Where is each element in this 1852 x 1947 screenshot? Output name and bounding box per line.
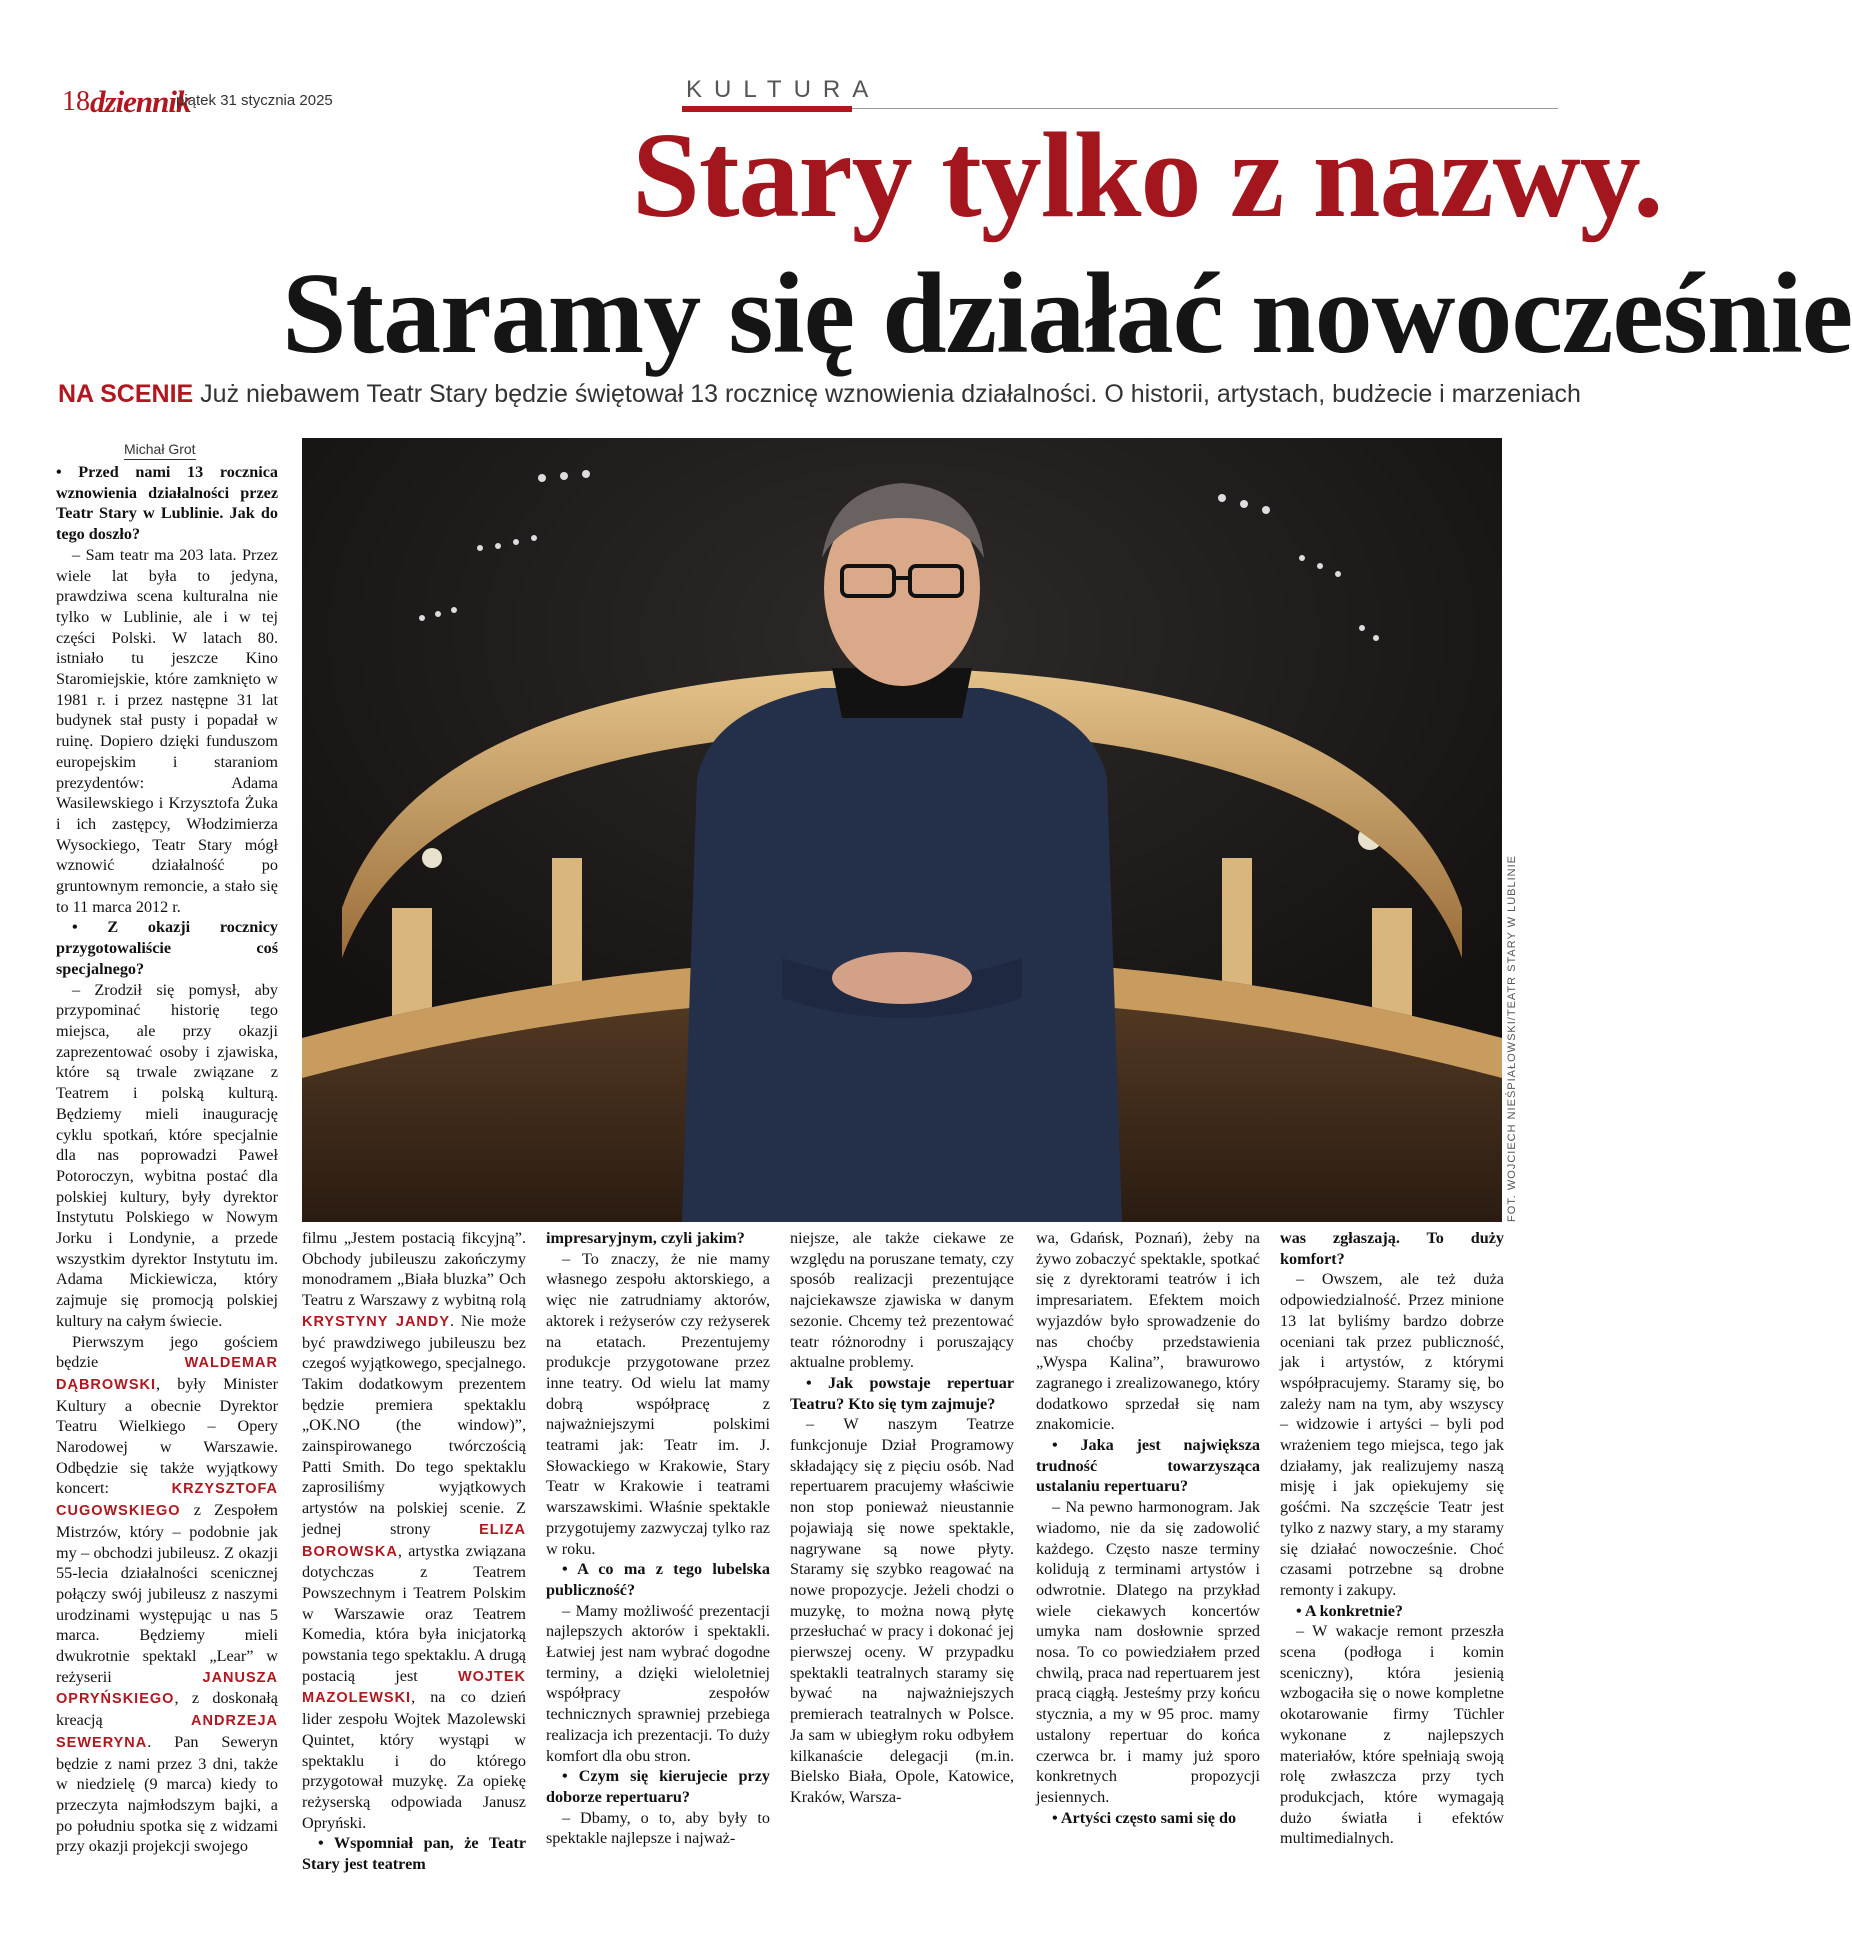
- question: • Przed nami 13 rocznica wznowienia działalności przez Teatr Stary w Lublinie. Jak do tego doszło?: [56, 463, 278, 544]
- answer: Pierwszym jego gościem będzie WALDEMAR DĄBROWSKI, były Minister Kultury a obecnie Dyrektor Teatru Wielkiego – Opery Narodowej w Warszawie. Odbędzie się także wyjątkowy koncert: KRZYSZTOFA CUGOWSKIEGO z Zespołem Mistrzów, który – podobnie jak my – obchodzi jubileusz. Z okazji 55-lecia działalności scenicznej połączy swój jubileusz z naszymi urodzinami występując u nas 5 marca. Będziemy mieli dwukrotnie spektakl „Lear” w reżyserii JANUSZA OPRYŃSKIEGO, z doskonałą kreacją ANDRZEJA SEWERYNA. Pan Seweryn będzie z nami przez 3 dni, także w niedzielę (9 marca) kiedy to przeczyta najmłodszym bajki, a po południu spotka się z widzami przy okazji projekcji swojego: [56, 1332, 278, 1856]
- article-column-6: [1280, 1228, 1504, 1849]
- answer: – Zrodził się pomysł, aby przypominać historię tego miejsca, ale przy okazji zaprezentować osoby i zjawiska, które są trwale związane z Teatrem i polską kulturą. Będziemy mieli inaugurację cyklu spotkań, które specjalnie dla nas poprowadzi Paweł Potoroczyn, wybitna postać dla polskiej kultury, były dyrektor Instytutu Polskiego w Nowym Jorku i Londynie, a przede wszystkim dyrektor Instytutu im. Adama Mickiewicza, który zajmuje się promocją polskiej kultury na całym świecie.: [56, 980, 278, 1330]
- answer: – W naszym Teatrze funkcjonuje Dział Programowy składający się z pięciu osób. Nad repertuarem pracujemy właściwie non stop ponieważ nieustannie pojawiają się nowe spektakle, nagrywane są nowe płyty. Staramy się szybko reagować na nowe propozycje. Jeżeli chodzi o muzykę, to można nową płytę przesłuchać w pracy i dokonać jej pierwszej oceny. W przypadku spektakli teatralnych staramy się bywać na najważniejszych premierach teatralnych w Polsce. Ja sam w ubiegłym roku odbyłem kilkanaście delegacji (m.in. Bielsko Biała, Opole, Katowice, Kraków, Warsza-: [790, 1415, 1014, 1806]
- question: • Artyści często sami się do: [1052, 1808, 1237, 1827]
- person-name: ANDRZEJA SEWERYNA: [56, 1713, 278, 1751]
- article-photo: [302, 438, 1502, 1222]
- headline-line-2: Staramy się działać nowocześnie: [282, 250, 1852, 378]
- answer: – Sam teatr ma 203 lata. Przez wiele lat była to jedyna, prawdziwa scena kulturalna nie tylko w Lublinie, ale i w tej części Polski. W latach 80. istniało tu jeszcze Kino Staromiejskie, które zamknięto w 1981 r. i przez następne 31 lat budynek stał pusty i popadał w ruinę. Dopiero dzięki funduszom europejskim i staraniom prezydentów: Adama Wasilewskiego i Krzysztofa Żuka i ich zastępcy, Włodzimierza Wysockiego, Teatr Stary mógł wznowić działalność po gruntownym remoncie, a stało się to 11 marca 2012 r.: [56, 545, 278, 916]
- article-column-5: [1036, 1228, 1260, 1828]
- answer: – Na pewno harmonogram. Jak wiadomo, nie da się zadowolić każdego. Często nasze terminy kolidują z terminami artystów i odwrotnie. Dlatego na przykład wiele ciekawych koncertów umyka nam dosłownie sprzed nosa. To co powiedziałem przed chwilą, praca nad repertuarem jest pracą ciągłą. Jesteśmy przy końcu stycznia, a my w 95 proc. mamy ustalony repertuar do końca czerwca br. i mamy już sporo konkretnych propozycji jesiennych.: [1036, 1498, 1260, 1806]
- section-label: KULTURA: [686, 76, 881, 103]
- person-name: ELIZA BOROWSKA: [302, 1521, 526, 1560]
- issue-date: piątek 31 stycznia 2025: [176, 92, 333, 109]
- question: • Jak powstaje repertuar Teatru? Kto się tym zajmuje?: [790, 1373, 1014, 1413]
- question: was zgłaszają. To duży komfort?: [1280, 1229, 1504, 1268]
- person-name: JANUSZA OPRYŃSKIEGO: [56, 1669, 278, 1708]
- lead-tag: NA SCENIE: [58, 380, 194, 408]
- answer: – Dbamy, o to, aby były to spektakle najlepsze i najważ-: [546, 1808, 770, 1848]
- article-column-4: [790, 1228, 1014, 1808]
- lead-text: Już niebawem Teatr Stary będzie świętował 13 rocznicę wznowienia działalności. O historii, artystach, budżecie i marzeniach: [200, 380, 1581, 408]
- answer: – To znaczy, że nie mamy własnego zespołu aktorskiego, a więc nie zatrudniamy aktorów, aktorek i reżyserów czy reżyserek na etatach. Prezentujemy produkcje przygotowane przez inne teatry. Od wielu lat mamy dobrą współpracę z najważniejszymi polskimi teatrami jak: Teatr im. J. Słowackiego w Krakowie, Stary Teatr w Krakowie i teatrami warszawskimi. Właśnie spektakle przygotujemy zazwyczaj tylko raz w roku.: [546, 1249, 770, 1558]
- page-number: 18: [62, 86, 90, 117]
- question: • Jaka jest największa trudność towarzysząca ustalaniu repertuaru?: [1036, 1436, 1260, 1496]
- newspaper-logo: dziennik: [90, 84, 191, 119]
- answer: niejsze, ale także ciekawe ze względu na poruszane tematy, czy sposób realizacji prezentujące najciekawsze zjawiska w danym sezonie. Chcemy też prezentować teatr różnorodny i poruszający aktualne problemy.: [790, 1229, 1014, 1372]
- answer: – Owszem, ale też duża odpowiedzialność. Przez minione 13 lat byliśmy bardzo dobrze oceniani tak przez publiczność, jak i artystów, z którymi współpracujemy. Staramy się, bo zależy nam na tym, aby wszyscy – widzowie i artyści – byli pod wrażeniem tego miejsca, tego jak działamy, jak realizujemy naszą misję i jak opiekujemy się gośćmi. Na szczęście Teatr jest tylko z nazwy stary, a my staramy się działać nowocześnie. Choć czasami potrzebne są drobne remonty i zakupy.: [1280, 1270, 1504, 1599]
- article-column-3: [546, 1228, 770, 1849]
- answer: filmu „Jestem postacią fikcyjną”. Obchody jubileuszu zakończymy monodramem „Biała bluzka” Och Teatru z Warszawy z wybitną rolą KRYSTYNY JANDY. Nie może być prawdziwego jubileuszu bez czegoś wyjątkowego, specjalnego. Takim dodatkowym prezentem będzie premiera spektaklu „OK.NO (the window)”, zainspirowanego twórczością Patti Smith. Do tego spektaklu zaprosiliśmy wyjątkowych artystów na polskiej scenie. Z jednej strony ELIZA BOROWSKA, artystka związana dotychczas z Teatrem Powszechnym i Teatrem Polskim w Warszawie oraz Teatrem Komedia, która była inicjatorką powstania tego spektaklu. A drugą postacią jest WOJTEK MAZOLEWSKI, na co dzień lider zespołu Wojtek Mazolewski Quintet, który wystąpi w spektaklu i do którego przygotował muzykę. Za opiekę reżyserską odpowiada Janusz Opryński.: [302, 1229, 526, 1832]
- theatre-director-photo: [302, 438, 1502, 1222]
- answer: wa, Gdańsk, Poznań), żeby na żywo zobaczyć spektakle, spotkać się z dyrektorami teatrów i ich impresariatem. Efektem moich wyjazdów było sprowadzenie do nas choćby przedstawienia „Wyspa Kalina”, brawurowo zagranego i zrealizowanego, który dodatkowo sprzedał się nam znakomicie.: [1036, 1229, 1260, 1434]
- answer: – Mamy możliwość prezentacji najlepszych aktorów i spektakli. Łatwiej jest nam wybrać dogodne terminy, a dzięki wieloletniej współpracy zespołów technicznych sprawniej przebiega realizacja ich prezentacji. To duży komfort dla obu stron.: [546, 1601, 770, 1765]
- question: • Z okazji rocznicy przygotowaliście coś specjalnego?: [56, 918, 278, 978]
- answer: – W wakacje remont przeszła scena (podłoga i komin sceniczny), która jesienią wzbogaciła się o nowe kompletne okotarowanie firmy Tüchler wykonane z najlepszych materiałów, które spełniają swoją rolę zwłaszcza przy tych produkcjach, które wymagają dużo światła i efektów multimedialnych.: [1280, 1622, 1504, 1848]
- photo-credit: FOT. WOJCIECH NIEŚPIAŁOWSKI/TEATR STARY W LUBLINIE: [1506, 854, 1518, 1222]
- article-column-2: [302, 1228, 526, 1875]
- article-column-1: [56, 462, 278, 1857]
- person-name: KRZYSZTOFA CUGOWSKIEGO: [56, 1481, 278, 1520]
- person-name: WALDEMAR DĄBROWSKI: [56, 1355, 278, 1393]
- question: • A co ma z tego lubelska publiczność?: [546, 1560, 770, 1599]
- question: • A konkretnie?: [1296, 1601, 1404, 1620]
- question: impresaryjnym, czyli jakim?: [546, 1229, 745, 1247]
- question: • Czym się kierujecie przy doborze repertuaru?: [546, 1767, 770, 1806]
- person-name: WOJTEK MAZOLEWSKI: [302, 1668, 526, 1707]
- article-lead: [58, 380, 1581, 409]
- question: • Wspomniał pan, że Teatr Stary jest teatrem: [302, 1834, 526, 1874]
- headline-line-1: Stary tylko z nazwy.: [632, 108, 1663, 243]
- author-byline: Michał Grot: [124, 441, 196, 460]
- person-name: KRYSTYNY JANDY: [302, 1313, 451, 1330]
